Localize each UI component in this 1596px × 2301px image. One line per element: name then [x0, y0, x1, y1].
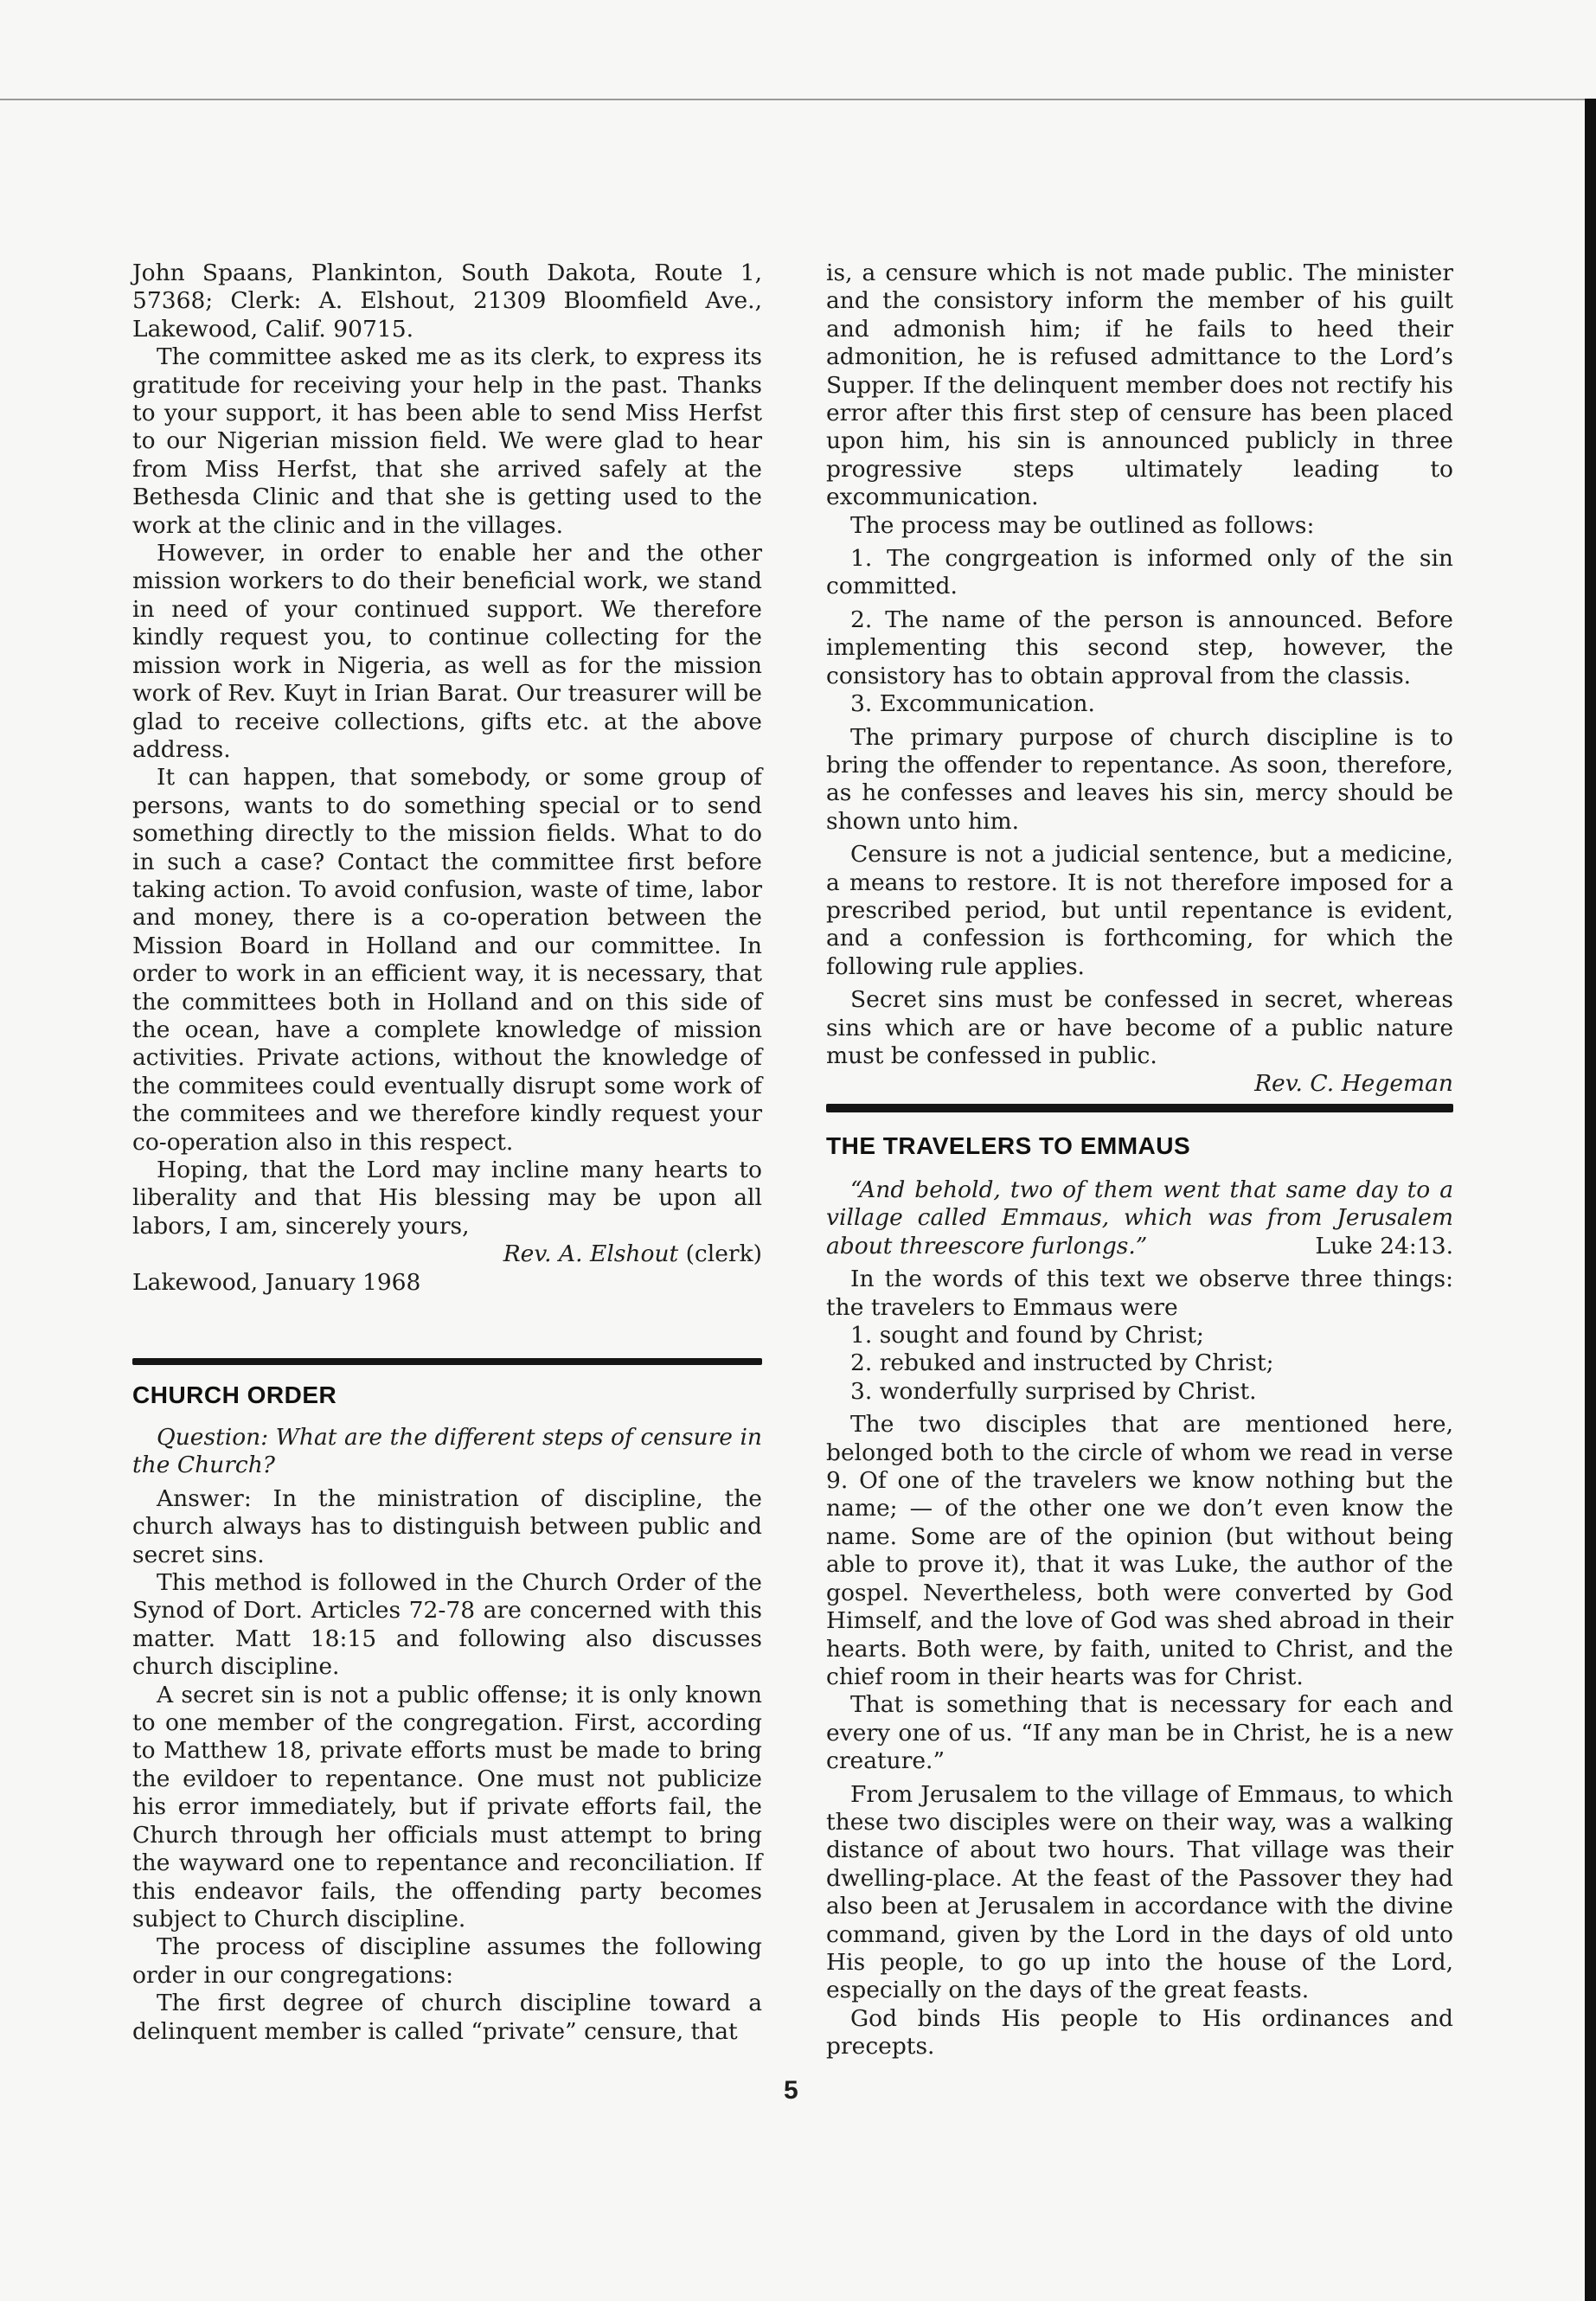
address-paragraph: John Spaans, Plankinton, South Dakota, Route 1, 57368; Clerk: A. Elshout, 21309 Bloomfield Ave., Lakewood, Calif. 90715. [132, 260, 762, 343]
emmaus-article [826, 1176, 1453, 2061]
section-divider [132, 1358, 762, 1365]
paragraph: The first degree of church discipline toward a delinquent member is called “private” censure, that [132, 1990, 762, 2045]
list-item: 3. wonderfully surprised by Christ. [850, 1377, 1257, 1405]
paragraph: It can happen, that somebody, or some group of persons, wants to do something special or to send something directly to the mission fields. What to do in such a case? Contact the committee first before taking action. To avoid confusion, waste of time, labor and money, there is a co-operation between the Mission Board in Holland and our committee. In order to work in an efficient way, it is necessary, that the committees both in Holland and on this side of the ocean, have a complete knowledge of mission activities. Private actions, without the knowledge of the commitees could eventually disrupt some work of the commitees and we therefore kindly request your co-operation also in this respect. [132, 764, 762, 1156]
signature-name: Rev. A. Elshout [503, 1240, 679, 1268]
question: Question: What are the different steps of censure in the Church? [132, 1424, 762, 1479]
paragraph: The primary purpose of church discipline is to bring the offender to repentance. As soon, therefore, as he confesses and leaves his sin, mercy should be shown unto him. [826, 723, 1453, 835]
paragraph: God binds His people to His ordinances and precepts. [826, 2004, 1453, 2061]
list-item: 2. rebuked and instructed by Christ; [850, 1349, 1274, 1377]
paragraph: Secret sins must be confessed in secret, whereas sins which are or have become of a public nature must be confessed in public. [826, 986, 1453, 1069]
paragraph: The committee asked me as its clerk, to express its gratitude for receiving your help in the past. Thanks to your support, it has been able to send Miss Herfst to our Nigerian mission field. We were glad to hear from Miss Herfst, that she arrived safely at the Bethesda Clinic and that she is getting used to the work at the clinic and in the villages. [132, 343, 762, 539]
list-item: 2. The name of the person is announced. Before implementing this second step, however, the consistory has to obtain approval from the classis. [826, 606, 1453, 689]
paragraph: However, in order to enable her and the other mission workers to do their beneficial work, we stand in need of your continued support. We therefore kindly request you, to continue collecting for the mission work in Nigeria, as well as for the mission work of Rev. Kuyt in Irian Barat. Our treasurer will be glad to receive collections, gifts etc. at the above address. [132, 540, 762, 763]
paragraph: The process of discipline assumes the following order in our congregations: [132, 1933, 762, 1989]
page-number: 5 [784, 2076, 798, 2105]
scripture-quote [826, 1176, 1453, 1260]
paragraph: Censure is not a judicial sentence, but a medicine, a means to restore. It is not therefore imposed for a prescribed period, but until repentance is evident, and a confession is forthcoming, for which the following rule applies. [826, 841, 1453, 980]
paragraph: This method is followed in the Church Order of the Synod of Dort. Articles 72-78 are concerned with this matter. Matt 18:15 and following also discusses church discipline. [132, 1569, 762, 1681]
section-heading-emmaus: THE TRAVELERS TO EMMAUS [826, 1132, 1191, 1159]
page-top-edge [0, 99, 1585, 100]
mission-letter [132, 260, 762, 1297]
paragraph: A secret sin is not a public offense; it is only known to one member of the congregation. First, according to Matthew 18, private efforts must be made to bring the evildoer to repentance. One must not publicize his error immediately, but if private efforts fail, the Church through her officials must attempt to bring the wayward one to repentance and reconciliation. If this endeavor fails, the offending party becomes subject to Church discipline. [132, 1681, 762, 1932]
signature-role: (clerk) [685, 1240, 762, 1268]
paragraph: From Jerusalem to the village of Emmaus, to which these two disciples were on their way, was a walking distance of about two hours. That village was their dwelling-place. At the feast of the Passover they had also been at Jerusalem in accordance with the divine command, given by the Lord in the days of old unto His people, to go up into the house of the Lord, especially on the days of the great feasts. [826, 1780, 1453, 2004]
scripture-reference: Luke 24:13. [1315, 1232, 1453, 1259]
list-item: 1. sought and found by Christ; [850, 1322, 1204, 1349]
paragraph: is, a censure which is not made public. The minister and the consistory inform the member of his guilt and admonish him; if he fails to heed their admonition, he is refused admittance to the Lord’s Supper. If the delinquent member does not rectify his error after this first step of censure has been placed upon him, his sin is announced publicly in three progressive steps ultimately leading to excommunication. [826, 260, 1453, 511]
dateline: Lakewood, January 1968 [132, 1268, 421, 1296]
paragraph: That is something that is necessary for each and every one of us. “If any man be in Christ, he is a new creature.” [826, 1691, 1453, 1775]
paragraph: The process may be outlined as follows: [850, 511, 1315, 539]
scan-edge-bar [1585, 99, 1596, 2301]
paragraph: Hoping, that the Lord may incline many hearts to liberality and that His blessing may be upon all labors, I am, sincerely yours, [132, 1157, 762, 1240]
signature: Rev. C. Hegeman [1254, 1070, 1453, 1098]
list-item: 1. The congrgeation is informed only of the sin committed. [826, 545, 1453, 600]
quote-text: “And behold, two of them went that same day to a village called Emmaus, which was from Jerusalem about threescore furlongs.” [826, 1176, 1453, 1259]
list-item: 3. Excommunication. [850, 690, 1095, 718]
paragraph: The two disciples that are mentioned here, belonged both to the circle of whom we read in verse 9. Of one of the travelers we know nothing but the name; — of the other one we don’t even know the name. Some are of the opinion (but without being able to prove it), that it was Luke, the author of the gospel. Nevertheless, both were converted by God Himself, and the love of God was shed abroad in their hearts. Both were, by faith, united to Christ, and the chief room in their hearts was for Christ. [826, 1411, 1453, 1690]
section-divider [826, 1104, 1453, 1112]
signature [132, 1240, 762, 1268]
church-order-continued [826, 260, 1453, 1099]
paragraph: Answer: In the ministration of discipline, the church always has to distinguish between public and secret sins. [132, 1484, 762, 1568]
church-order-article [132, 1424, 762, 2046]
paragraph: In the words of this text we observe three things: the travelers to Emmaus were [826, 1266, 1453, 1321]
section-heading-church-order: CHURCH ORDER [132, 1381, 337, 1408]
